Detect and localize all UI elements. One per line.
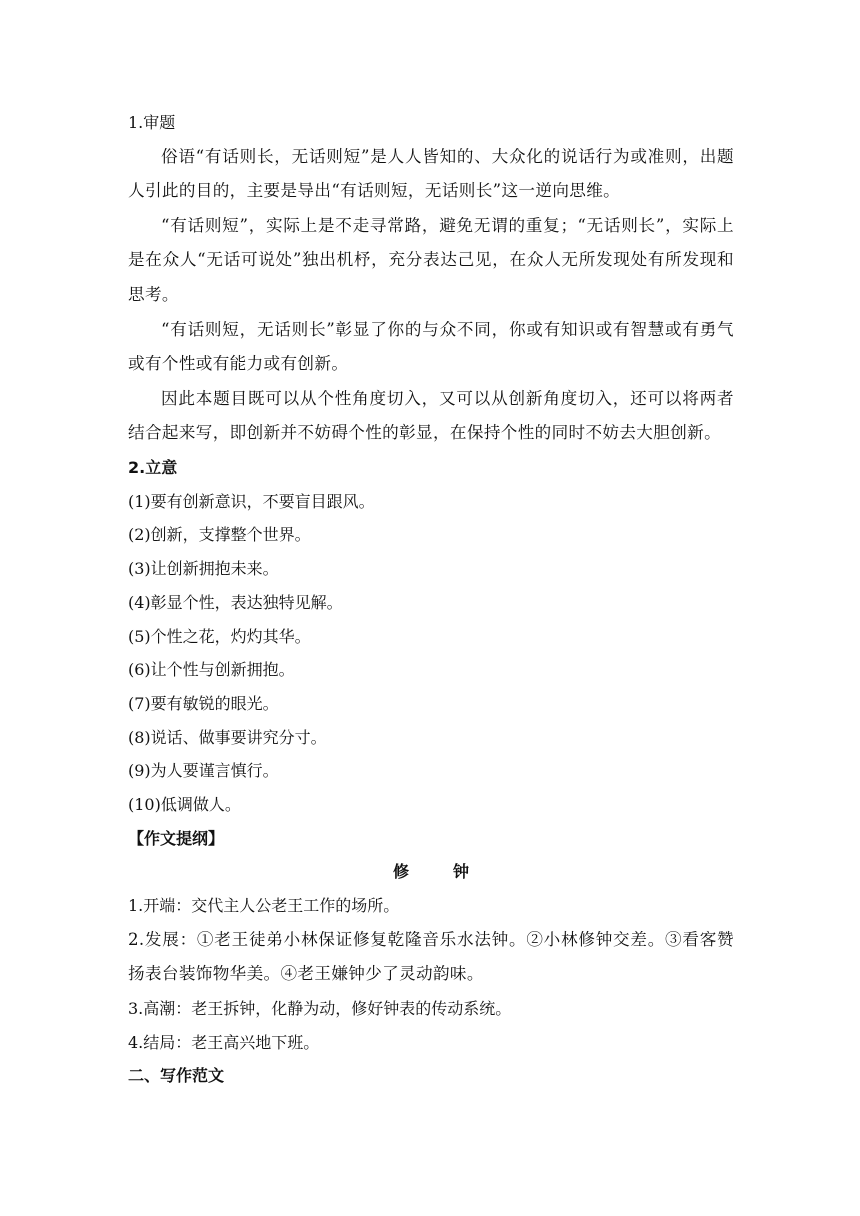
liyi-item-2: (2)创新，支撑整个世界。 (128, 525, 311, 545)
shenti-paragraph-4: 因此本题目既可以从个性角度切入，又可以从创新角度切入，还可以将两者结合起来写，即创新并不妨碍个性的彰显，在保持个性的同时不妨去大胆创新。 (128, 388, 734, 443)
liyi-item-4: (4)彰显个性，表达独特见解。 (128, 592, 343, 612)
section-two-heading: 二、写作范文 (128, 1066, 225, 1086)
shenti-paragraph-2: “有话则短”，实际上是不走寻常路，避免无谓的重复；“无话则长”，实际上是在众人“无话可说处”独出机杼，充分表达己见，在众人无所发现处有所发现和思考。 (128, 215, 734, 305)
liyi-item-10: (10)低调做人。 (128, 795, 241, 815)
outline-item-4: 4.结局：老王高兴地下班。 (128, 1032, 320, 1052)
liyi-heading: 2.立意 (128, 458, 178, 478)
liyi-item-7: (7)要有敏锐的眼光。 (128, 693, 279, 713)
outline-item-2: 2.发展：①老王徒弟小林保证修复乾隆音乐水法钟。②小林修钟交差。③看客赞扬表台装饰物华美。④老王嫌钟少了灵动韵味。 (128, 929, 734, 984)
liyi-item-5: (5)个性之花，灼灼其华。 (128, 626, 311, 646)
liyi-item-9: (9)为人要谨言慎行。 (128, 761, 279, 781)
outline-item-1: 1.开端：交代主人公老王工作的场所。 (128, 896, 400, 916)
shenti-paragraph-1: 俗语“有话则长，无话则短”是人人皆知的、大众化的说话行为或准则，出题人引此的目的，主要是导出“有话则短，无话则长”这一逆向思维。 (128, 146, 734, 201)
liyi-item-1: (1)要有创新意识，不要盲目跟风。 (128, 491, 375, 511)
liyi-item-3: (3)让创新拥抱未来。 (128, 559, 279, 579)
outline-heading: 【作文提纲】 (128, 828, 225, 848)
document-page (128, 106, 734, 1093)
essay-title: 修 钟 (392, 862, 483, 882)
shenti-heading: 1.审题 (128, 113, 176, 132)
shenti-paragraph-3: “有话则短，无话则长”彰显了你的与众不同，你或有知识或有智慧或有勇气或有个性或有能力或有创新。 (128, 319, 734, 374)
outline-item-3: 3.高潮：老王拆钟，化静为动，修好钟表的传动系统。 (128, 999, 512, 1019)
liyi-item-6: (6)让个性与创新拥抱。 (128, 660, 295, 680)
liyi-item-8: (8)说话、做事要讲究分寸。 (128, 727, 327, 747)
